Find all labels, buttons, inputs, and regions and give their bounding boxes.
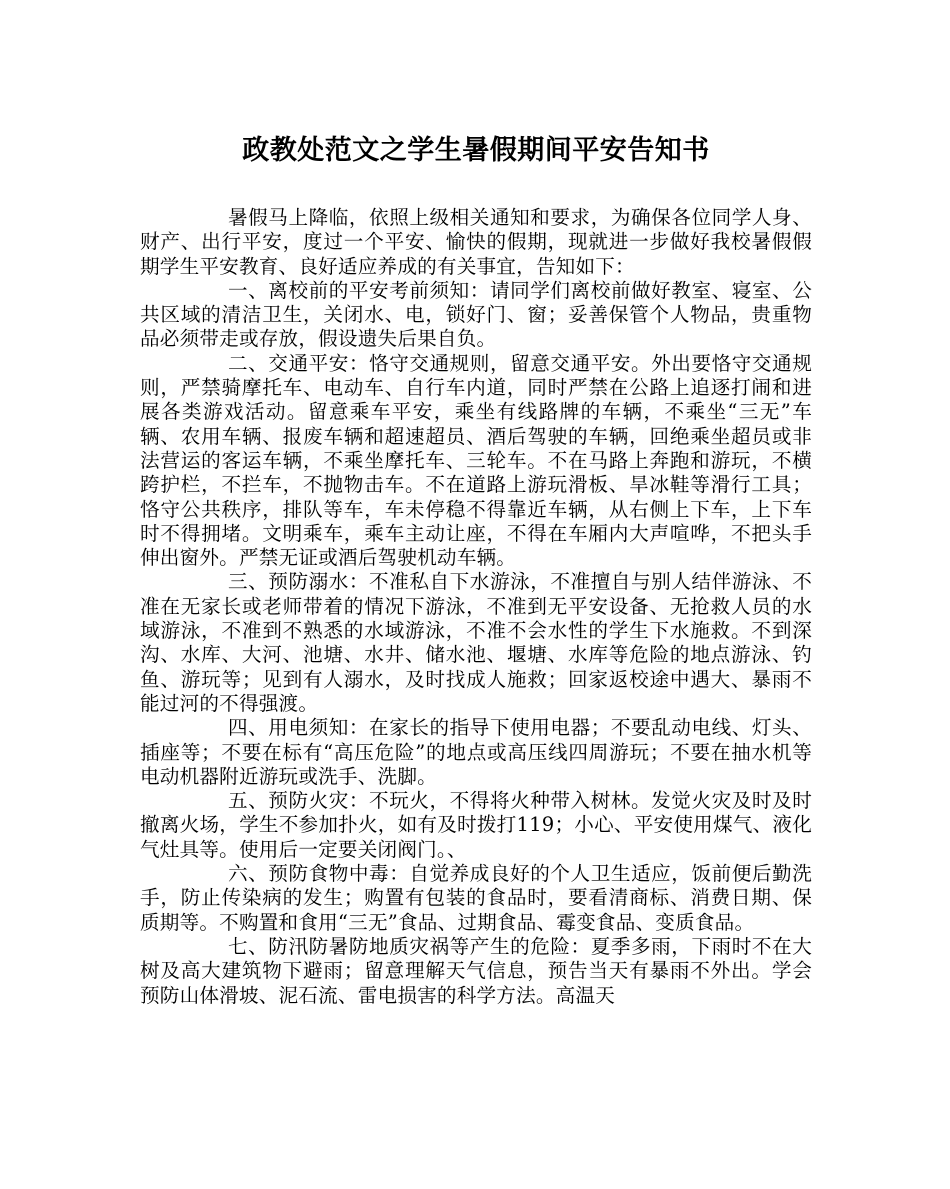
paragraph-intro: 暑假马上降临，依照上级相关通知和要求，为确保各位同学人身、财产、出行平安，度过一个平安、愉快的假期，现就进一步做好我校暑假假期学生平安教育、良好适应养成的有关事宜，告知如下： [140, 206, 812, 278]
paragraph-section-1: 一、离校前的平安考前须知：请同学们离校前做好教室、寝室、公共区域的清洁卫生，关闭水、电，锁好门、窗；妥善保管个人物品，贵重物品必须带走或存放，假设遗失后果自负。 [140, 278, 812, 351]
paragraph-section-7: 七、防汛防暑防地质灾祸等产生的危险：夏季多雨，下雨时不在大树及高大建筑物下避雨；留意理解天气信息，预告当天有暴雨不外出。学会预防山体滑坡、泥石流、雷电损害的科学方法。高温天 [140, 934, 812, 1007]
paragraph-section-6: 六、预防食物中毒：自觉养成良好的个人卫生适应，饭前便后勤洗手，防止传染病的发生；购置有包装的食品时，要看清商标、消费日期、保质期等。不购置和食用“三无”食品、过期食品、霉变食品、变质食品。 [140, 862, 812, 934]
document-title: 政教处范文之学生暑假期间平安告知书 [242, 135, 710, 166]
paragraph-section-5: 五、预防火灾：不玩火，不得将火种带入树林。发觉火灾及时及时撤离火场，学生不参加扑火，如有及时拨打119；小心、平安使用煤气、液化气灶具等。使用后一定要关闭阀门。、 [140, 789, 812, 861]
paragraph-section-3: 三、预防溺水：不准私自下水游泳，不准擅自与别人结伴游泳、不准在无家长或老师带着的情况下游泳，不准到无平安设备、无抢救人员的水域游泳，不准到不熟悉的水域游泳，不准不会水性的学生下水施救。不到深沟、水库、大河、池塘、水井、储水池、堰塘、水库等危险的地点游泳、钓鱼、游玩等；见到有人溺水，及时找成人施救；回家返校途中遇大、暴雨不能过河的不得强渡。 [140, 570, 812, 715]
document-body [140, 206, 812, 1008]
paragraph-section-4: 四、用电须知：在家长的指导下使用电器；不要乱动电线、灯头、插座等；不要在标有“高压危险”的地点或高压线四周游玩；不要在抽水机等电动机器附近游玩或洗手、洗脚。 [140, 716, 812, 788]
paragraph-section-2: 二、交通平安：恪守交通规则，留意交通平安。外出要恪守交通规则，严禁骑摩托车、电动车、自行车内道，同时严禁在公路上追逐打闹和进展各类游戏活动。留意乘车平安，乘坐有线路牌的车辆，不乘坐“三无”车辆、农用车辆、报废车辆和超速超员、酒后驾驶的车辆，回绝乘坐超员或非法营运的客运车辆，不乘坐摩托车、三轮车。不在马路上奔跑和游玩，不横跨护栏，不拦车，不抛物击车。不在道路上游玩滑板、旱冰鞋等滑行工具；恪守公共秩序，排队等车，车未停稳不得靠近车辆，从右侧上下车，上下车时不得拥堵。文明乘车，乘车主动让座，不得在车厢内大声喧哗，不把头手伸出窗外。严禁无证或酒后驾驶机动车辆。 [140, 351, 812, 570]
